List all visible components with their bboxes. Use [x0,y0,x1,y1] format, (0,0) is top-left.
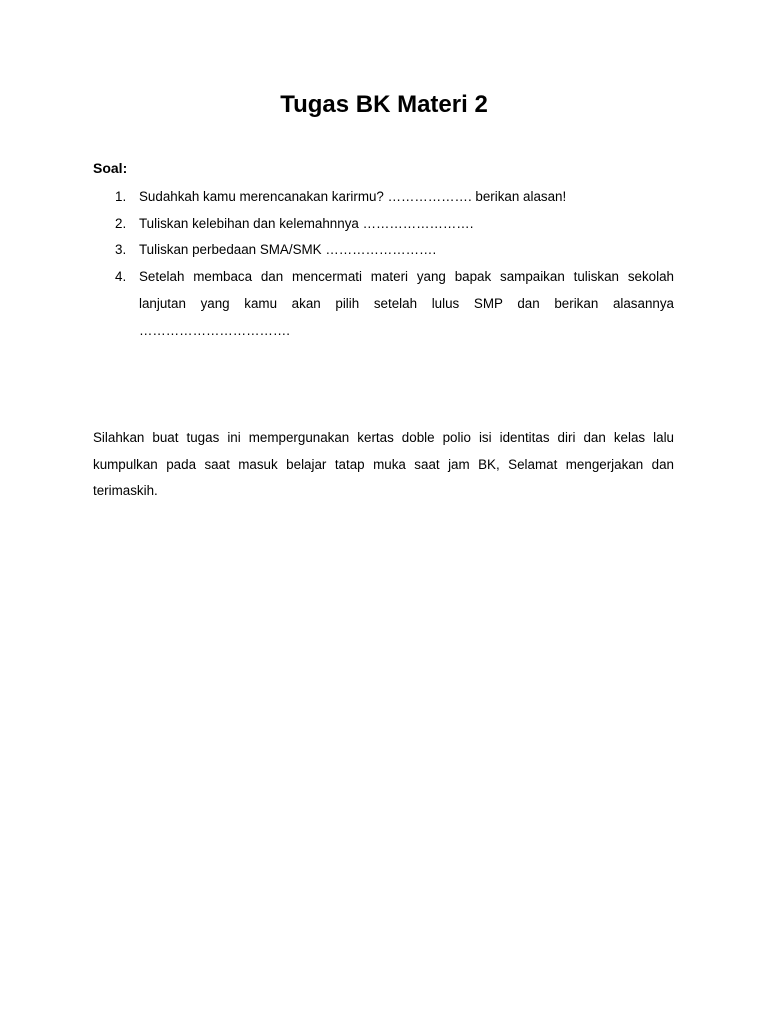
question-number: 1. [115,189,127,204]
question-text: Sudahkah kamu merencanakan karirmu? ………………. berikan alasan! [139,189,567,204]
question-item [93,264,674,344]
section-label-soal: Soal: [93,160,128,176]
question-text: Tuliskan kelebihan dan kelemahnnya ……………………. [139,215,474,231]
question-text: Setelah membaca dan mencermati materi yang bapak sampaikan tuliskan sekolah lanjutan yang kamu akan pilih setelah lulus SMP dan berikan alasannya ……………………………. [139,269,674,338]
question-text: Tuliskan perbedaan SMA/SMK ……………………. [139,242,437,258]
question-item [93,211,674,238]
instruction-paragraph: Silahkan buat tugas ini mempergunakan kertas doble polio isi identitas diri dan kelas lalu kumpulkan pada saat masuk belajar tatap muka saat jam BK, Selamat mengerjakan dan terimaskih. [93,430,674,499]
question-item [93,237,674,264]
question-number: 3. [115,242,127,258]
question-number: 4. [115,269,127,285]
question-list [93,184,674,344]
question-item [93,184,674,211]
document-title: Tugas BK Materi 2 [280,91,488,118]
question-number: 2. [115,215,127,231]
